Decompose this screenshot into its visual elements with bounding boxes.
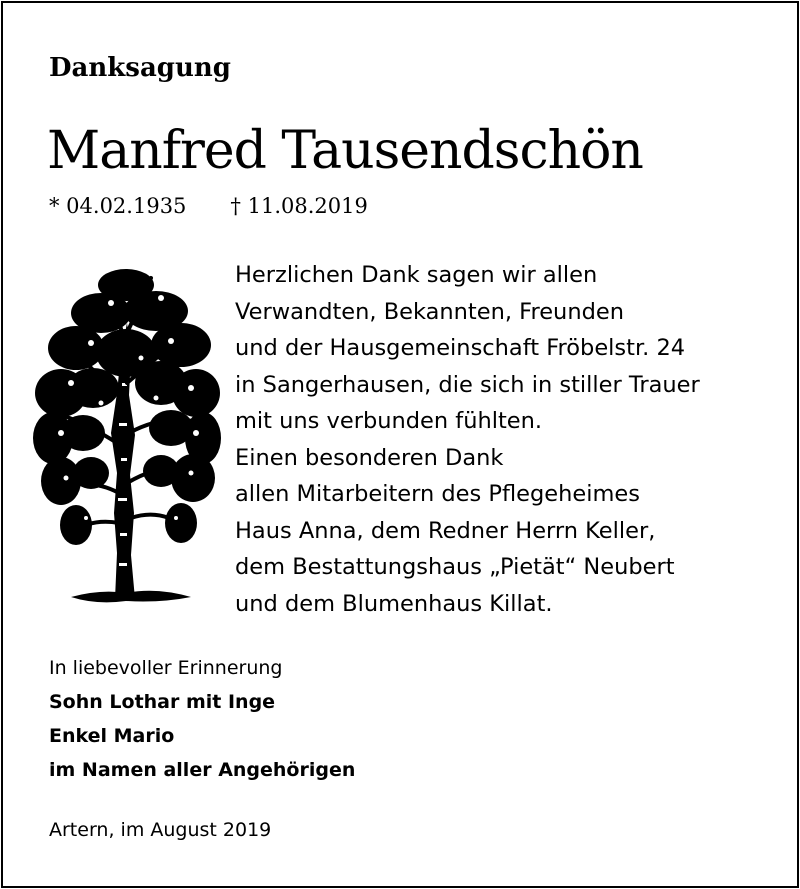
thank-you-message <box>235 257 795 622</box>
message-line: dem Bestattungshaus „Pietät“ Neubert <box>235 554 675 580</box>
memory-intro: In liebevoller Erinnerung <box>49 657 283 679</box>
message-line: und der Hausgemeinschaft Fröbelstr. 24 <box>235 335 686 361</box>
signature-line: im Namen aller Angehörigen <box>49 759 356 781</box>
message-line: allen Mitarbeitern des Pflegeheimes <box>235 481 640 507</box>
life-dates <box>49 192 368 220</box>
message-line: Einen besonderen Dank <box>235 444 504 471</box>
signature-line: Enkel Mario <box>49 725 175 747</box>
message-line: Herzlichen Dank sagen wir allen <box>235 262 598 288</box>
message-line: Verwandten, Bekannten, Freunden <box>235 298 624 325</box>
notice-heading: Danksagung <box>49 53 231 83</box>
message-line: in Sangerhausen, die sich in stiller Trauer <box>235 371 700 398</box>
signature-line: Sohn Lothar mit Inge <box>49 691 276 713</box>
memory-block <box>49 651 355 787</box>
deceased-name: Manfred Tausendschön <box>47 121 643 181</box>
message-line: und dem Blumenhaus Killat. <box>235 590 553 617</box>
place-date: Artern, im August 2019 <box>49 819 272 841</box>
birch-tree-icon <box>31 263 221 609</box>
message-line: mit uns verbunden fühlten. <box>235 408 543 434</box>
notice-frame <box>1 1 799 888</box>
birth-date: * 04.02.1935 <box>49 194 187 218</box>
death-date: † 11.08.2019 <box>230 194 368 218</box>
message-line: Haus Anna, dem Redner Herrn Keller, <box>235 517 656 544</box>
